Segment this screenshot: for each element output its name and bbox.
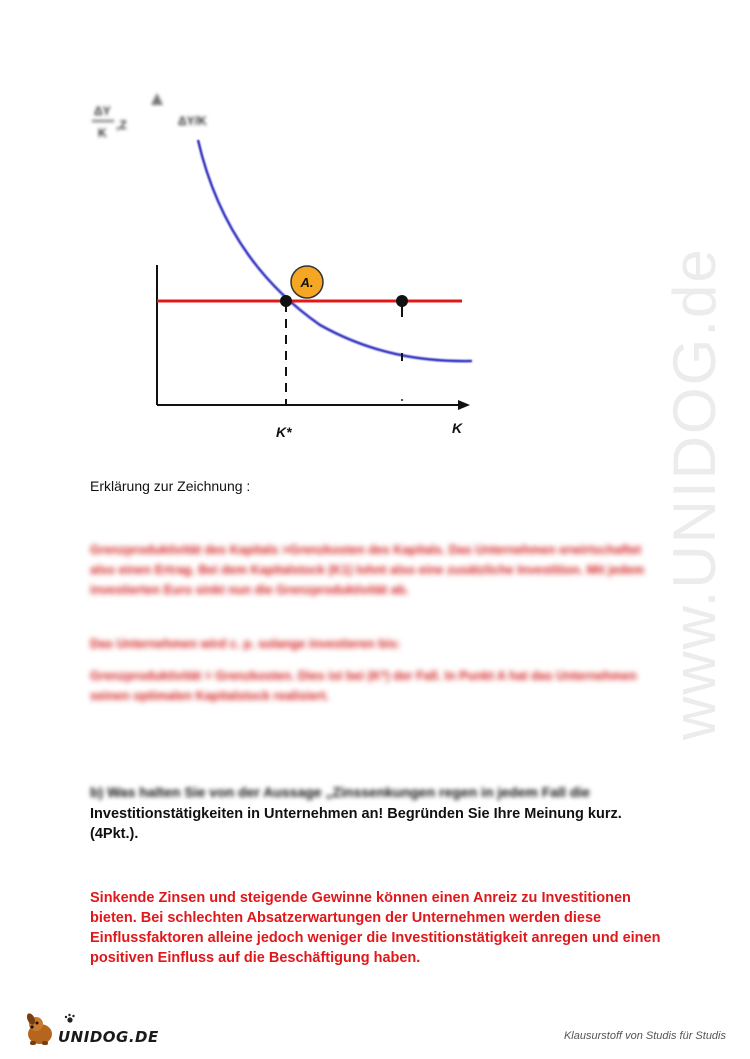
point-a-text: A. <box>300 275 314 290</box>
question-text: Investitionstätigkeiten in Unternehmen an! Begründen Sie Ihre Meinung kurz. (4Pkt.). <box>90 806 622 842</box>
point-a-label <box>291 266 323 298</box>
y-axis-label-denominator: K <box>98 126 107 140</box>
point-k1-marker <box>396 295 408 307</box>
y-axis-label-suffix: ,Z <box>116 118 127 132</box>
watermark: www.UNIDOG.de <box>661 247 728 740</box>
paw-icon <box>65 1014 75 1023</box>
marginal-productivity-curve <box>198 140 472 361</box>
y-axis-label-numerator: ΔY <box>94 104 111 118</box>
x-tick-k-star: K* <box>276 424 292 440</box>
y-axis <box>151 93 163 405</box>
diagram-caption: Erklärung zur Zeichnung : <box>90 478 251 494</box>
x-axis <box>157 400 470 410</box>
dog-icon <box>25 1012 52 1045</box>
blurred-explanation-3: Grenzproduktivität = Grenzkosten. Dies ist bei (K*) der Fall. In Punkt A hat das Unternehmen seinen optimalen Kapitalstock realisiert. <box>90 669 637 703</box>
blurred-explanation-2: Das Unternehmen wird c. p. solange investieren bis: <box>90 637 401 651</box>
x-axis-label: K <box>452 420 463 436</box>
point-a-marker <box>280 295 292 307</box>
logo-text: UNIDOG.DE <box>58 1028 159 1046</box>
blurred-explanation-1: Grenzproduktivität des Kapitals >Grenzkosten des Kapitals. Das Unternehmen erwirtschaftet also einen Ertrag. Bei dem Kapitalstock (K1) lohnt also eine zusätzliche Investition. Mit jedem investierten Euro sinkt nun die Grenzproduktivität ab. <box>90 543 645 597</box>
curve-label: ΔY/K <box>178 114 207 128</box>
footer-tagline: Klausurstoff von Studis für Studis <box>563 1030 726 1042</box>
y-axis-label <box>92 104 127 140</box>
answer-text: Sinkende Zinsen und steigende Gewinne können einen Anreiz zu Investitionen bieten. Bei schlechten Absatzerwartungen der Unternehmen werden diese Einflussfaktoren alleine jedoch weniger die Investitionstätigkeit anregen und einen positiven Einfluss auf die Beschäftigung haben. <box>90 890 661 966</box>
capital-productivity-diagram <box>80 85 490 455</box>
question-line-blurred: b) Was halten Sie von der Aussage „Zinssenkungen regen in jedem Fall die <box>90 784 590 800</box>
